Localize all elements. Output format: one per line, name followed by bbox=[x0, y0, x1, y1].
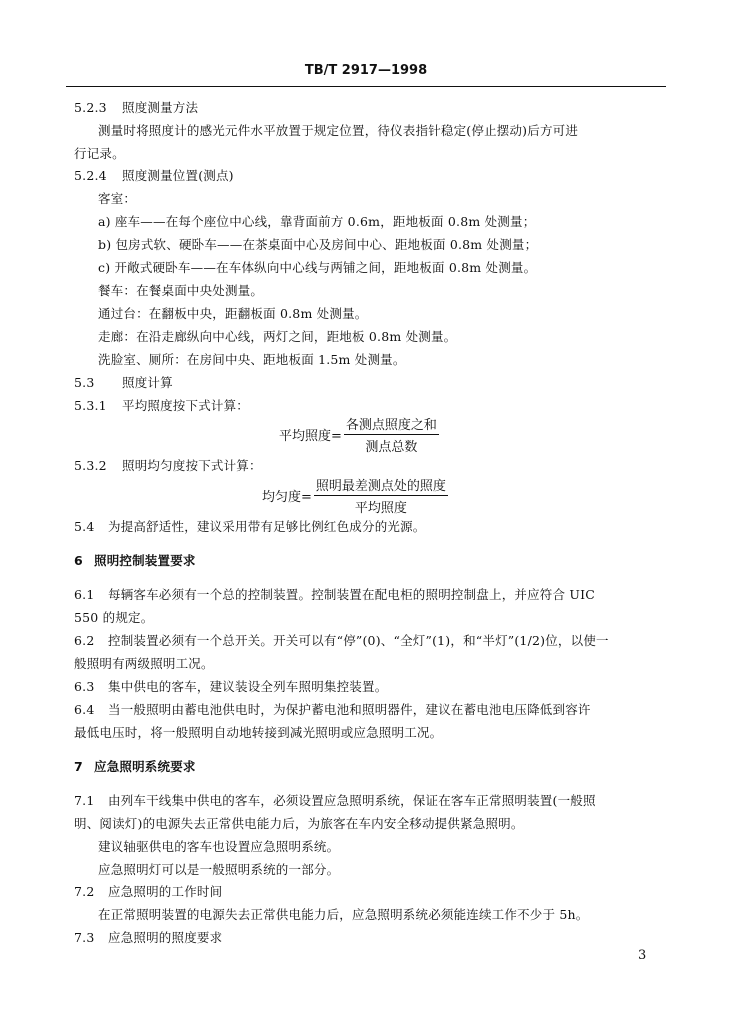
paragraph-line: 当一般照明由蓄电池供电时，为保护蓄电池和照明器件，建议在蓄电池电压降低到容许 bbox=[108, 702, 591, 717]
section-number: 7.1 bbox=[74, 793, 95, 808]
uniformity-formula bbox=[262, 475, 448, 516]
formula-lhs: 均匀度= bbox=[262, 490, 312, 505]
section-7-2-heading bbox=[74, 882, 222, 900]
list-item: a) 座车——在每个座位中心线，靠背面前方 0.6m，距地板面 0.8m 处测量； bbox=[98, 214, 536, 229]
section-6-3 bbox=[74, 677, 387, 695]
section-title: 应急照明的照度要求 bbox=[108, 930, 223, 945]
paragraph-line: 行记录。 bbox=[74, 146, 125, 161]
section-5-3-2-heading bbox=[74, 456, 262, 474]
paragraph-line: 由列车干线集中供电的客车，必须设置应急照明系统，保证在客车正常照明装置(一般照 bbox=[108, 793, 596, 808]
paragraph-line: 应急照明灯可以是一般照明系统的一部分。 bbox=[98, 862, 340, 877]
section-title: 平均照度按下式计算： bbox=[122, 398, 250, 413]
section-number: 5.2.3 bbox=[74, 100, 107, 115]
section-title: 照度测量方法 bbox=[122, 100, 199, 115]
paragraph-line: 洗脸室、厕所：在房间中央、距地板面 1.5m 处测量。 bbox=[98, 352, 406, 367]
section-number: 6.2 bbox=[74, 633, 95, 648]
paragraph-line: 建议轴驱供电的客车也设置应急照明系统。 bbox=[98, 839, 340, 854]
section-number: 7.3 bbox=[74, 930, 95, 945]
section-title: 应急照明的工作时间 bbox=[108, 884, 223, 899]
section-number: 5.2.4 bbox=[74, 168, 107, 183]
paragraph-line: 在正常照明装置的电源失去正常供电能力后，应急照明系统必须能连续工作不少于 5h。 bbox=[98, 907, 589, 922]
paragraph-line: 走廊：在沿走廊纵向中心线，两灯之间，距地板 0.8m 处测量。 bbox=[98, 329, 457, 344]
section-7-3-heading bbox=[74, 928, 222, 946]
list-item: c) 开敞式硬卧车——在车体纵向中心线与两铺之间，距地板面 0.8m 处测量。 bbox=[98, 260, 537, 275]
section-5-2-3-heading bbox=[74, 98, 198, 116]
section-title: 照度测量位置(测点) bbox=[122, 168, 234, 183]
formula-fraction bbox=[314, 475, 448, 516]
formula-denominator: 平均照度 bbox=[354, 501, 407, 516]
section-text: 为提高舒适性，建议采用带有足够比例红色成分的光源。 bbox=[108, 519, 426, 534]
formula-lhs: 平均照度= bbox=[279, 429, 342, 444]
chapter-title: 照明控制装置要求 bbox=[94, 553, 196, 568]
chapter-title: 应急照明系统要求 bbox=[94, 759, 196, 774]
paragraph-line: 客室： bbox=[98, 191, 137, 206]
paragraph-line: 每辆客车必须有一个总的控制装置。控制装置在配电柜的照明控制盘上，并应符合 UIC bbox=[108, 587, 596, 602]
section-7-1 bbox=[74, 791, 596, 809]
section-text: 集中供电的客车，建议装设全列车照明集控装置。 bbox=[108, 679, 388, 694]
chapter-7-heading bbox=[74, 757, 196, 775]
running-header: TB/T 2917—1998 bbox=[304, 63, 428, 78]
section-5-3-heading bbox=[74, 373, 173, 391]
formula-numerator: 各测点照度之和 bbox=[344, 414, 439, 435]
formula-numerator: 照明最差测点处的照度 bbox=[314, 475, 448, 496]
section-5-3-1-heading bbox=[74, 396, 249, 414]
list-item: b) 包房式软、硬卧车——在茶桌面中心及房间中心、距地板面 0.8m 处测量； bbox=[98, 237, 538, 252]
chapter-number: 7 bbox=[74, 759, 83, 774]
paragraph-line: 餐车：在餐桌面中央处测量。 bbox=[98, 283, 264, 298]
paragraph-line: 控制装置必须有一个总开关。开关可以有“停”(0)、“全灯”(1)，和“半灯”(1/2)位，以使一 bbox=[108, 633, 609, 648]
paragraph-line: 测量时将照度计的感光元件水平放置于规定位置，待仪表指针稳定(停止摆动)后方可进 bbox=[98, 123, 579, 138]
average-illuminance-formula bbox=[279, 414, 439, 455]
section-number: 5.4 bbox=[74, 519, 95, 534]
paragraph-line: 最低电压时，将一般照明自动地转接到减光照明或应急照明工况。 bbox=[74, 725, 443, 740]
section-number: 5.3.2 bbox=[74, 458, 107, 473]
section-title: 照度计算 bbox=[122, 375, 173, 390]
section-6-1 bbox=[74, 585, 595, 603]
paragraph-line: 般照明有两级照明工况。 bbox=[74, 656, 214, 671]
section-5-2-4-heading bbox=[74, 166, 234, 184]
formula-fraction bbox=[344, 414, 439, 455]
section-number: 7.2 bbox=[74, 884, 95, 899]
section-6-2 bbox=[74, 631, 609, 649]
section-number: 6.1 bbox=[74, 587, 95, 602]
chapter-number: 6 bbox=[74, 553, 83, 568]
section-number: 5.3.1 bbox=[74, 398, 107, 413]
paragraph-line: 明、阅读灯)的电源失去正常供电能力后，为旅客在车内安全移动提供紧急照明。 bbox=[74, 816, 524, 831]
section-5-4 bbox=[74, 517, 426, 535]
section-number: 6.4 bbox=[74, 702, 95, 717]
header-rule bbox=[66, 86, 666, 87]
paragraph-line: 通过台：在翻板中央，距翻板面 0.8m 处测量。 bbox=[98, 306, 368, 321]
section-6-4 bbox=[74, 700, 591, 718]
paragraph-line: 550 的规定。 bbox=[74, 610, 154, 625]
page-number: 3 bbox=[638, 948, 647, 963]
formula-denominator: 测点总数 bbox=[365, 440, 418, 455]
section-title: 照明均匀度按下式计算： bbox=[122, 458, 262, 473]
chapter-6-heading bbox=[74, 551, 196, 569]
section-number: 5.3 bbox=[74, 375, 95, 390]
section-number: 6.3 bbox=[74, 679, 95, 694]
